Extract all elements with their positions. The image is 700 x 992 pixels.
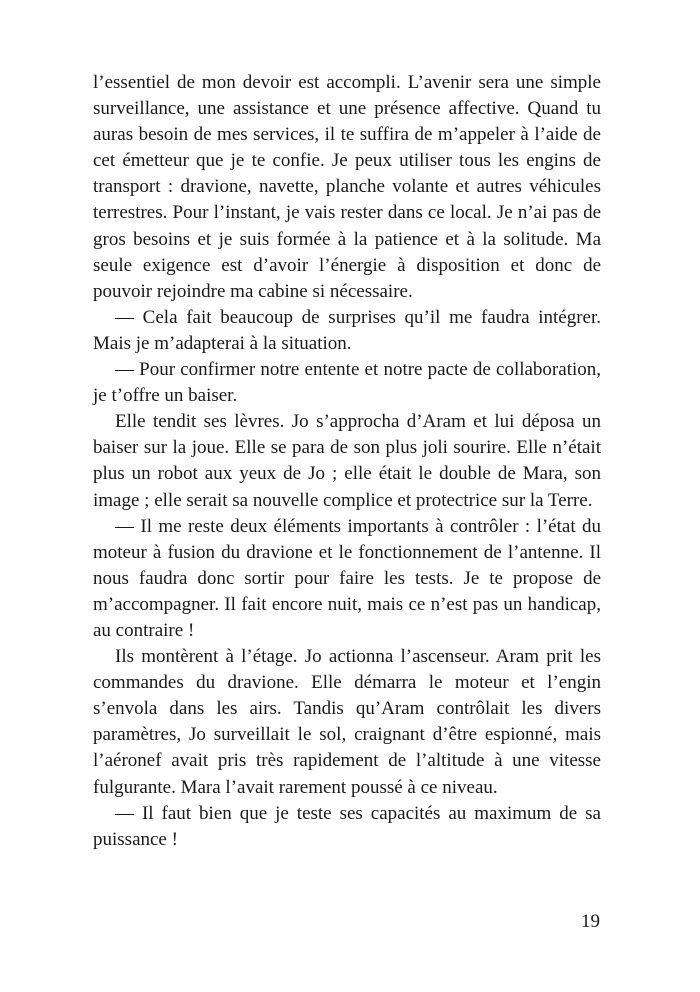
paragraph: l’essentiel de mon devoir est accompli. L’avenir sera une simple surveillance, une assistance et une présence affective. Quand tu auras besoin de mes services, il te suffira de m’appeler à l’aide de cet émetteur que je te confie. Je peux utiliser tous les engins de transport : dravione, navette, planche volante et autres véhicules terrestres. Pour l’instant, je vais rester dans ce local. Je n’ai pas de gros besoins et je suis formée à la patience et à la solitude. Ma seule exigence est d’avoir l’énergie à disposition et donc de pouvoir rejoindre ma cabine si nécessaire. [93,72,601,302]
paragraph: — Il faut bien que je teste ses capacités au maximum de sa puissance ! [93,802,601,850]
page-text-body [93,70,601,853]
paragraph: — Pour confirmer notre entente et notre pacte de collaboration, je t’offre un baiser. [93,359,601,407]
paragraph: Elle tendit ses lèvres. Jo s’approcha d’Aram et lui déposa un baiser sur la joue. Elle se para de son plus joli sourire. Elle n’était plus un robot aux yeux de Jo ; elle était le double de Mara, son image ; elle serait sa nouvelle complice et protectrice sur la Terre. [93,411,601,511]
page-number: 19 [581,911,600,932]
paragraph: — Il me reste deux éléments importants à contrôler : l’état du moteur à fusion du dravione et le fonctionnement de l’antenne. Il nous faudra donc sortir pour faire les tests. Je te propose de m’accompagner. Il fait encore nuit, mais ce n’est pas un handicap, au contraire ! [93,515,601,641]
paragraph: Ils montèrent à l’étage. Jo actionna l’ascenseur. Aram prit les commandes du dravione. Elle démarra le moteur et l’engin s’envola dans les airs. Tandis qu’Aram contrôlait les divers paramètres, Jo surveillait le sol, craignant d’être espionné, mais l’aéronef avait pris très rapidement de l’altitude à une vitesse fulgurante. Mara l’avait rarement poussé à ce niveau. [93,646,601,798]
paragraph: — Cela fait beaucoup de surprises qu’il me faudra intégrer. Mais je m’adapterai à la situation. [93,306,601,354]
